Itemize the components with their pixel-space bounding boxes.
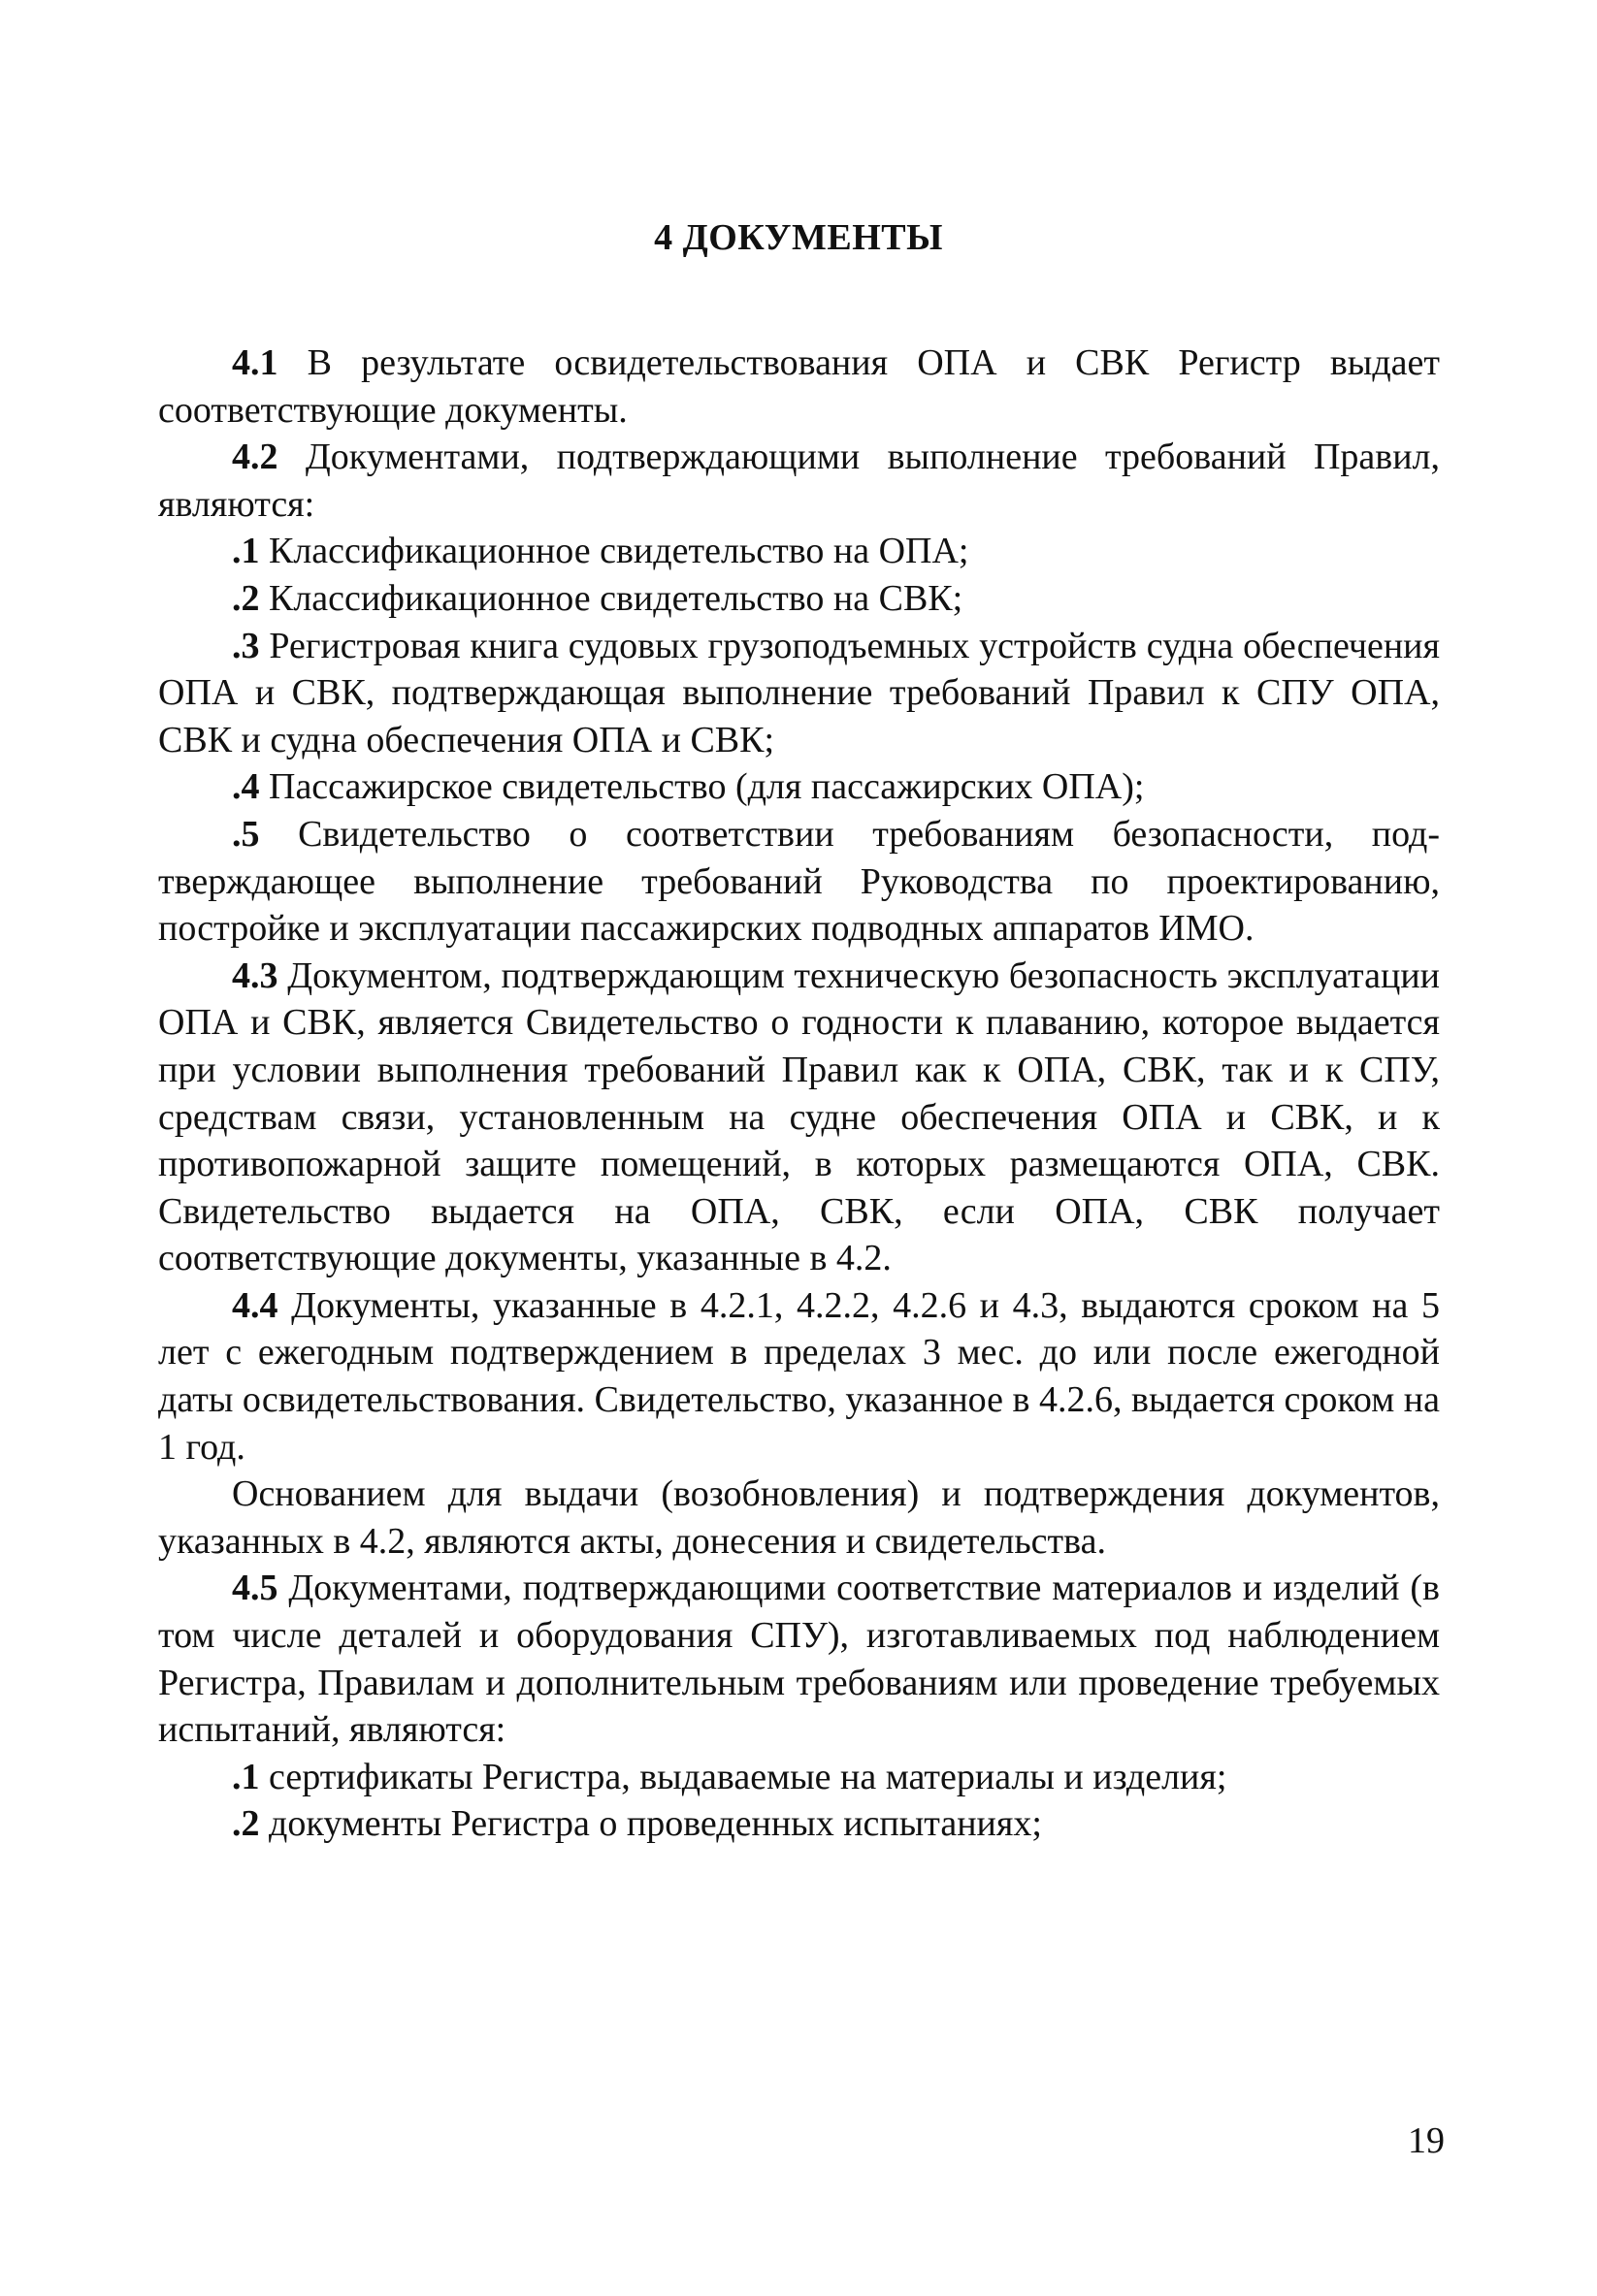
paragraph-text: Документы, указанные в 4.2.1, 4.2.2, 4.2.6 и 4.3, выдаются сроком на 5 лет с ежегодным подтверждением в пределах 3 мес. до или после ежегодной даты освидетельствования. Свидетельство, указанное в 4.2.6, выдается сроком на 1 год. bbox=[158, 1284, 1440, 1468]
section-body bbox=[158, 340, 1440, 1848]
paragraph-text: сертификаты Регистра, выдаваемые на материалы и изделия; bbox=[259, 1756, 1227, 1797]
list-item-4-2-2 bbox=[158, 575, 1440, 623]
paragraph-number: .1 bbox=[232, 531, 260, 572]
paragraph-text: Документами, подтверждающими соответствие материалов и изделий (в том числе деталей и оборудования СПУ), изготавливаемых под наблюдением Регистра, Правилам и дополнительным требованиям или проведение требуемых испытаний, являются: bbox=[158, 1568, 1440, 1751]
paragraph-text: Основанием для выдачи (возобновления) и подтверждения документов, указанных в 4.2, являются акты, донесения и свидетельства. bbox=[158, 1473, 1440, 1562]
list-item-4-2-1 bbox=[158, 528, 1440, 575]
paragraph-text: Документами, подтверждающими выполнение требований Правил, являются: bbox=[158, 437, 1440, 525]
paragraph-number: 4.4 bbox=[232, 1284, 278, 1326]
paragraph-4-4 bbox=[158, 1282, 1440, 1471]
paragraph-number: .3 bbox=[232, 625, 260, 666]
paragraph-number: .4 bbox=[232, 766, 260, 808]
paragraph-4-5 bbox=[158, 1565, 1440, 1753]
section-heading: 4 ДОКУМЕНТЫ bbox=[654, 217, 943, 258]
page-number: 19 bbox=[1408, 2120, 1445, 2161]
paragraph-number: .5 bbox=[232, 813, 260, 855]
paragraph-number: .2 bbox=[232, 577, 260, 619]
list-item-4-2-4 bbox=[158, 763, 1440, 811]
paragraph-4-1 bbox=[158, 340, 1440, 434]
paragraph-text: Классификационное свидетельство на ОПА; bbox=[259, 531, 969, 572]
list-item-4-5-2 bbox=[158, 1800, 1440, 1848]
paragraph-4-2 bbox=[158, 434, 1440, 528]
paragraph-number: 4.5 bbox=[232, 1568, 278, 1609]
paragraph-text: Свидетельство о соответствии требованиям безопасности, подтверждающее выполнение требований Руководства по проектированию, постройке и эксплуатации пассажирских подводных аппаратов ИМО. bbox=[158, 813, 1440, 950]
paragraph-text: Пассажирское свидетельство (для пассажирских ОПА); bbox=[259, 766, 1145, 808]
paragraph-text: документы Регистра о проведенных испытаниях; bbox=[259, 1803, 1042, 1845]
paragraph-4-3 bbox=[158, 953, 1440, 1282]
list-item-4-2-5 bbox=[158, 811, 1440, 953]
paragraph-number: 4.2 bbox=[232, 437, 278, 478]
paragraph-basis bbox=[158, 1471, 1440, 1565]
paragraph-number: 4.3 bbox=[232, 954, 278, 996]
paragraph-text: Документом, подтверждающим техническую безопасность эксплуатации ОПА и СВК, является Свидетельство о годности к плаванию, которое выдается при условии выполнения требований Правил как к ОПА, СВК, так и к СПУ, средствам связи, установленным на судне обеспечения ОПА и СВК, и к противопожарной защите помещений, в которых размещаются ОПА, СВК. Свидетельство выдается на ОПА, СВК, если ОПА, СВК получает соответствующие документы, указанные в 4.2. bbox=[158, 954, 1440, 1279]
paragraph-text: Регистровая книга судовых грузоподъемных устройств судна обеспечения ОПА и СВК, подтверждающая выполнение требований Правил к СПУ ОПА, СВК и судна обеспечения ОПА и СВК; bbox=[158, 625, 1440, 760]
paragraph-number: .1 bbox=[232, 1756, 260, 1797]
list-item-4-5-1 bbox=[158, 1754, 1440, 1801]
paragraph-number: 4.1 bbox=[232, 342, 278, 383]
paragraph-text: В результате освидетельствования ОПА и СВК Регистр выдает соответствующие документы. bbox=[158, 342, 1440, 431]
list-item-4-2-3 bbox=[158, 623, 1440, 764]
paragraph-number: .2 bbox=[232, 1803, 260, 1845]
paragraph-text: Классификационное свидетельство на СВК; bbox=[259, 577, 963, 619]
